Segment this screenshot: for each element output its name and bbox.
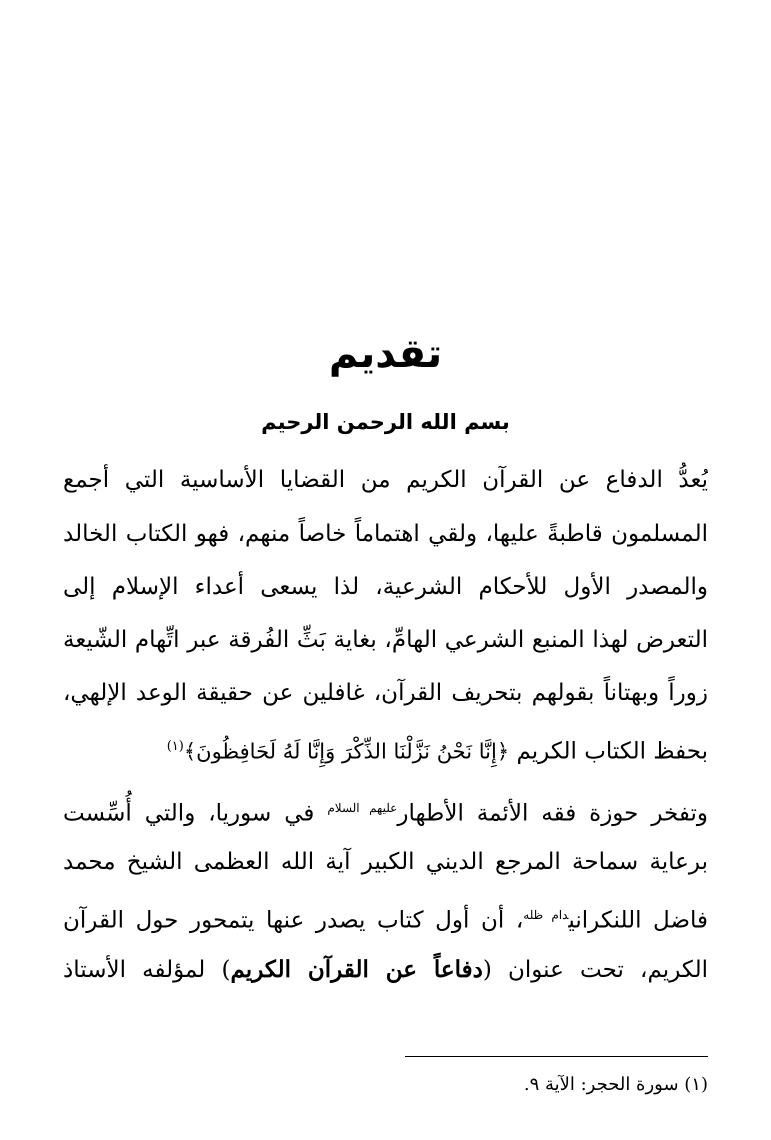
line-text: الكريم، تحت عنوان ( [482, 957, 708, 983]
honorific-glyph: دام ظله [523, 908, 569, 922]
line-text: في سوريا، والتي أُسِّست [63, 800, 315, 827]
line-text: ، أن أول كتاب يصدر عنها يتمحور حول القرآن [63, 907, 524, 934]
footnote-reference[interactable]: (١) [166, 739, 184, 754]
footnote-text: (١) سورة الحجر: الآية ٩. [523, 1074, 708, 1095]
honorific-glyph: عليهم السلام [327, 801, 398, 815]
line-text: فاضل اللنكراني [568, 907, 708, 934]
line-text: بحفظ الكتاب الكريم [516, 738, 708, 765]
basmala-heading: بسم الله الرحمن الرحيم [261, 410, 510, 434]
footnote-divider [405, 1056, 708, 1057]
paragraph-line [63, 788, 708, 834]
line-text: ) لمؤلفه الأستاذ [63, 957, 231, 983]
book-title: دفاعاً عن القرآن الكريم [230, 956, 483, 983]
paragraph-line [63, 950, 708, 990]
paragraph-line [63, 895, 708, 941]
paragraph-line: والمصدر الأول للأحكام الشرعية، لذا يسعى أعداء الإسلام إلى [63, 574, 708, 600]
paragraph-line: المسلمون قاطبةً عليها، ولقي اهتماماً خاصاً منهم، فهو الكتاب الخالد [63, 521, 708, 547]
quran-verse: ﴿إِنَّا نَحْنُ نَزَّلْنَا الذِّكْرَ وَإِنَّا لَهُ لَحَافِظُونَ﴾ [183, 739, 510, 764]
paragraph-line: برعاية سماحة المرجع الديني الكبير آية الله العظمى الشيخ محمد [63, 849, 708, 875]
paragraph-line: التعرض لهذا المنبع الشرعي الهامِّ، بغاية بَثِّ الفُرقة عبر اتِّهام الشّيعة [63, 627, 708, 653]
page-title: تقديم [328, 331, 443, 377]
line-text: وتفخر حوزة فقه الأئمة الأطهار [397, 800, 708, 827]
paragraph-line: يُعدُّ الدفاع عن القرآن الكريم من القضايا الأساسية التي أجمع [63, 467, 708, 493]
paragraph-line: زوراً وبهتاناً بقولهم بتحريف القرآن، غافلين عن حقيقة الوعد الإلهي، [63, 680, 708, 706]
paragraph-line-verse [63, 727, 708, 772]
